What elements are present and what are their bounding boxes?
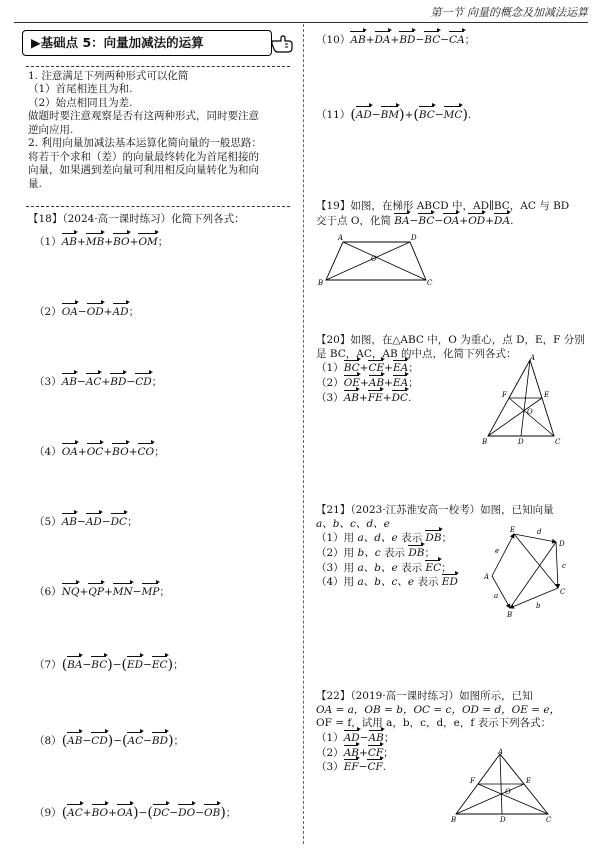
triangle-figure-22 bbox=[450, 748, 554, 824]
operator-symbol: − bbox=[440, 34, 450, 46]
item-number: （4） bbox=[34, 446, 62, 458]
vector-symbol: DC bbox=[110, 516, 128, 528]
operator-symbol: − bbox=[169, 807, 179, 819]
operator-symbol: . bbox=[510, 214, 514, 227]
item-number: （3） bbox=[316, 391, 344, 404]
vertex-label: A bbox=[498, 748, 504, 756]
trapezoid-figure bbox=[316, 234, 438, 288]
vector-symbol: FE bbox=[367, 391, 383, 404]
item-vars: a、d、e bbox=[357, 532, 398, 545]
vector-symbol: AB bbox=[67, 735, 83, 747]
vertex-label: B bbox=[482, 438, 488, 446]
operator-symbol: − bbox=[138, 807, 148, 819]
operator-symbol: − bbox=[143, 735, 152, 747]
operator-symbol: − bbox=[415, 34, 425, 46]
vertex-label: B bbox=[318, 279, 324, 287]
operator-symbol: ； bbox=[225, 807, 237, 819]
vector-expression bbox=[62, 586, 170, 598]
vector-symbol: OM bbox=[138, 236, 158, 248]
vector-symbol: AC bbox=[127, 735, 144, 747]
item-number: （2） bbox=[34, 306, 62, 318]
operator-symbol: + bbox=[485, 214, 495, 227]
vector-expression bbox=[62, 516, 138, 528]
problem-19 bbox=[316, 200, 588, 228]
p18-item bbox=[34, 732, 184, 751]
problem-21-line: 【21】（2023·江苏淮安高一校考）如图，已知向量 bbox=[316, 504, 554, 516]
item-number: （1） bbox=[316, 362, 344, 375]
operator-symbol: ； bbox=[173, 735, 185, 747]
paren-symbol: ) bbox=[167, 657, 174, 673]
p18-item bbox=[34, 234, 168, 249]
vector-symbol: AD bbox=[112, 306, 129, 318]
vector-symbol: CD bbox=[135, 376, 152, 388]
operator-symbol: − bbox=[77, 516, 86, 528]
operator-symbol: ； bbox=[151, 376, 163, 388]
divider-dashed bbox=[26, 206, 290, 207]
vertex-label: A bbox=[338, 234, 344, 242]
vector-symbol: NQ bbox=[61, 586, 80, 598]
p18-item bbox=[34, 374, 162, 389]
vector-symbol: BA bbox=[67, 659, 83, 671]
vector-symbol: MB bbox=[85, 236, 105, 248]
paren-symbol: ) bbox=[107, 733, 114, 749]
vector-symbol: AC bbox=[67, 807, 83, 819]
vector-symbol: AB bbox=[61, 376, 77, 388]
item-text: （2）用 bbox=[316, 546, 358, 559]
vertex-label: C bbox=[546, 816, 552, 824]
p18-item bbox=[34, 304, 139, 319]
vertex-label: E bbox=[544, 391, 550, 399]
vector-symbol: CO bbox=[137, 446, 155, 458]
item-number: （7） bbox=[34, 659, 62, 671]
vector-symbol: BA bbox=[394, 214, 410, 227]
p18-item bbox=[34, 656, 184, 675]
vertex-label: E bbox=[526, 777, 532, 785]
item-text: （4）用 bbox=[316, 576, 358, 589]
vector-symbol: BM bbox=[380, 109, 400, 121]
item-text: 表示 bbox=[414, 576, 442, 589]
vector-expression bbox=[344, 761, 386, 773]
vector-expression bbox=[350, 34, 475, 46]
item-end: ； bbox=[441, 532, 453, 545]
vertex-label: F bbox=[502, 391, 507, 399]
operator-symbol: + bbox=[384, 362, 393, 375]
paren-symbol: ) bbox=[462, 107, 468, 123]
vertex-label: D bbox=[500, 816, 506, 824]
vector-symbol: OE bbox=[343, 376, 360, 389]
vertex-label: O bbox=[527, 408, 533, 416]
vector-symbol: BO bbox=[91, 807, 109, 819]
item-text: 表示 bbox=[397, 561, 426, 574]
item-number: （1） bbox=[316, 731, 344, 744]
paren-symbol: ( bbox=[61, 733, 68, 749]
operator-symbol: + bbox=[103, 586, 113, 598]
vertex-label: C bbox=[555, 438, 561, 446]
vector-symbol: BD bbox=[110, 376, 127, 388]
p18-item bbox=[34, 514, 138, 529]
section-title: ▶基础点 5：向量加减法的运算 bbox=[31, 35, 204, 50]
diagonal-bd bbox=[326, 242, 410, 280]
item-end: ； bbox=[441, 561, 452, 574]
column-separator bbox=[303, 24, 304, 844]
vector-symbol: AD bbox=[85, 516, 102, 528]
paren-symbol: ( bbox=[122, 733, 128, 749]
vector-symbol: AB bbox=[61, 236, 77, 248]
item-vars: a、b、c、e bbox=[357, 576, 415, 589]
operator-symbol: + bbox=[82, 807, 92, 819]
vector-expression bbox=[344, 392, 412, 404]
operator-symbol: ； bbox=[383, 731, 395, 744]
paren-symbol: ) bbox=[399, 107, 405, 123]
vector-expression bbox=[62, 376, 162, 388]
item-vars: b、c bbox=[357, 546, 381, 559]
vector-symbol: CF bbox=[367, 761, 383, 774]
operator-symbol: + bbox=[359, 391, 368, 404]
operator-symbol: − bbox=[195, 807, 204, 819]
target-vector: DB bbox=[408, 546, 425, 559]
problem-19-text: 交于点 O，化简 bbox=[316, 214, 395, 227]
vector-symbol: MC bbox=[443, 109, 463, 121]
vector-symbol: DC bbox=[391, 391, 409, 404]
item-number: （11） bbox=[316, 109, 351, 121]
operator-symbol: + bbox=[390, 34, 400, 46]
paren-symbol: ( bbox=[413, 107, 419, 123]
p18-item bbox=[316, 32, 475, 47]
item-number: （3） bbox=[34, 376, 62, 388]
vertex-label: E bbox=[510, 526, 516, 534]
section-title-box bbox=[22, 30, 272, 56]
vector-symbol: EF bbox=[343, 761, 359, 774]
vector-expression bbox=[62, 735, 184, 747]
operator-symbol: + bbox=[77, 446, 87, 458]
vector-symbol: AB bbox=[368, 376, 385, 389]
vector-symbol: MN bbox=[112, 586, 133, 598]
paren-symbol: ) bbox=[220, 805, 226, 821]
vector-symbol: BC bbox=[424, 34, 441, 46]
operator-symbol: − bbox=[434, 109, 444, 121]
item-number: （5） bbox=[34, 516, 62, 528]
vector-symbol: OA bbox=[61, 306, 78, 318]
vector-symbol: DA bbox=[494, 214, 511, 227]
item-text: 表示 bbox=[380, 546, 409, 559]
operator-symbol: + bbox=[79, 586, 89, 598]
item-end: ； bbox=[424, 546, 435, 559]
operator-symbol: − bbox=[359, 731, 369, 744]
target-vector: EC bbox=[425, 561, 442, 574]
item-text: 表示 bbox=[397, 532, 426, 545]
operator-symbol: + bbox=[359, 362, 369, 375]
operator-symbol: − bbox=[143, 659, 152, 671]
vector-label: b bbox=[536, 602, 541, 610]
item-text: （1）用 bbox=[316, 532, 358, 545]
operator-symbol: + bbox=[359, 376, 369, 389]
note-line: （1）首尾相连且为和. bbox=[28, 83, 133, 96]
vector-symbol: BC bbox=[91, 659, 108, 671]
median-be bbox=[488, 398, 542, 436]
operator-symbol: . bbox=[467, 109, 472, 121]
vector-symbol: EC bbox=[151, 659, 168, 671]
item-text: （3）用 bbox=[316, 561, 358, 574]
vector-expression bbox=[62, 659, 184, 671]
problem-22-line: OF = f，试用 a，b，c，d，e，f 表示下列各式： bbox=[316, 717, 552, 730]
operator-symbol: + bbox=[77, 236, 86, 248]
vector-ae bbox=[492, 534, 514, 576]
problem-19-line bbox=[316, 214, 588, 229]
page-header-title: 第一节 向量的概念及加减法运算 bbox=[430, 6, 588, 19]
divider-dashed bbox=[26, 66, 290, 67]
problem-22-line: OA = a，OB = b，OC = c，OD = d，OE = e， bbox=[316, 703, 561, 716]
vector-symbol: EA bbox=[392, 376, 409, 389]
operator-symbol: + bbox=[103, 446, 113, 458]
paren-symbol: ) bbox=[107, 657, 113, 673]
vertex-label: F bbox=[470, 777, 475, 785]
vector-symbol: DA bbox=[374, 34, 391, 46]
vector-label: c bbox=[562, 562, 566, 570]
vector-symbol: CA bbox=[449, 34, 465, 46]
operator-symbol: ； bbox=[159, 586, 170, 598]
diagonal-ac bbox=[343, 242, 426, 280]
operator-symbol: ； bbox=[173, 659, 184, 671]
item-number: （8） bbox=[34, 735, 62, 747]
vertex-label: D bbox=[411, 234, 417, 242]
vector-symbol: DC bbox=[152, 807, 170, 819]
note-line: 将若干个求和（差）的向量最终转化为首尾相接的 bbox=[28, 150, 259, 163]
vector-expression bbox=[62, 306, 139, 318]
vertex-label: B bbox=[451, 816, 457, 824]
vertex-label: D bbox=[559, 540, 565, 548]
vector-expression bbox=[350, 109, 471, 121]
vector-symbol: CF bbox=[367, 746, 384, 759]
vector-expression bbox=[344, 732, 395, 744]
operator-symbol: ； bbox=[157, 236, 169, 248]
vector-dc bbox=[556, 542, 558, 588]
operator-symbol: ； bbox=[464, 34, 476, 46]
note-line: 逆向应用. bbox=[28, 123, 74, 136]
item-number: （2） bbox=[316, 376, 344, 389]
paren-symbol: ( bbox=[147, 805, 153, 821]
operator-symbol: − bbox=[132, 586, 142, 598]
operator-symbol: + bbox=[384, 376, 393, 389]
vector-symbol: CE bbox=[368, 362, 385, 375]
vector-symbol: MP bbox=[141, 586, 160, 598]
note-line: 2. 利用向量加减法基本运算化简向量的一般思路： bbox=[28, 137, 262, 150]
header-rule bbox=[14, 22, 588, 23]
item-number: （10） bbox=[316, 34, 351, 46]
note-line: 1. 注意满足下列两种形式可以化简 bbox=[28, 70, 189, 82]
operator-symbol: + bbox=[129, 236, 139, 248]
note-line: 量. bbox=[28, 177, 42, 190]
vector-symbol: QP bbox=[88, 586, 104, 598]
vertex-label: C bbox=[427, 279, 433, 287]
vertex-label: O bbox=[505, 788, 511, 796]
note-line: （2）始点相同且为差. bbox=[28, 96, 133, 109]
item-number: （3） bbox=[316, 761, 344, 774]
vector-symbol: AC bbox=[85, 376, 102, 388]
operator-symbol: − bbox=[358, 761, 368, 774]
p18-item bbox=[316, 106, 471, 125]
paren-symbol: ( bbox=[61, 657, 68, 673]
p18-item bbox=[34, 804, 236, 823]
operator-symbol: + bbox=[382, 391, 392, 404]
vector-symbol: AB bbox=[61, 516, 77, 528]
operator-symbol: − bbox=[112, 659, 122, 671]
vertex-label: D bbox=[518, 438, 524, 446]
vector-symbol: BO bbox=[112, 446, 129, 458]
vector-symbol: DO bbox=[178, 807, 196, 819]
vector-label: a bbox=[494, 592, 499, 600]
operator-symbol: + bbox=[404, 109, 414, 121]
vector-symbol: BO bbox=[113, 236, 130, 248]
p18-item bbox=[34, 584, 170, 599]
paren-symbol: ) bbox=[133, 805, 139, 821]
vector-ed bbox=[514, 534, 556, 542]
vertex-label: O bbox=[371, 255, 377, 263]
vector-symbol: ED bbox=[126, 659, 144, 671]
problem-21-vectors: a、b、c、d、e bbox=[316, 517, 390, 530]
p18-item bbox=[34, 444, 165, 459]
operator-symbol: − bbox=[82, 659, 92, 671]
vector-expression bbox=[62, 807, 237, 819]
operator-symbol: ； bbox=[154, 446, 165, 458]
triangle-centroid-figure bbox=[480, 354, 570, 446]
operator-symbol: + bbox=[108, 807, 117, 819]
vector-symbol: OC bbox=[86, 446, 104, 458]
median-cf bbox=[509, 398, 554, 436]
vector-symbol: CD bbox=[91, 735, 108, 747]
vector-label: d bbox=[537, 528, 542, 536]
vertex-label: A bbox=[530, 354, 536, 362]
operator-symbol: ； bbox=[127, 516, 138, 528]
vector-symbol: AB bbox=[343, 746, 359, 759]
operator-symbol: + bbox=[128, 446, 138, 458]
problem-18-intro: 【18】（2024·高一课时练习）化简下列各式： bbox=[28, 213, 245, 225]
problem-22-line: 【22】（2019·高一课时练习）如图所示，已知 bbox=[316, 690, 533, 702]
paren-symbol: ) bbox=[168, 733, 174, 749]
operator-symbol: ； bbox=[128, 306, 140, 318]
vector-symbol: BC bbox=[418, 109, 435, 121]
vector-symbol: OA bbox=[116, 807, 134, 819]
operator-symbol: + bbox=[459, 214, 469, 227]
vector-symbol: AB bbox=[343, 391, 359, 404]
item-number: （2） bbox=[316, 746, 344, 759]
vertex-label: C bbox=[560, 588, 566, 596]
paren-symbol: ( bbox=[61, 805, 68, 821]
operator-symbol: . bbox=[408, 391, 412, 404]
operator-symbol: + bbox=[103, 306, 113, 318]
operator-symbol: − bbox=[126, 376, 136, 388]
operator-symbol: − bbox=[77, 306, 87, 318]
vector-symbol: AD bbox=[343, 731, 360, 744]
vertex-label: B bbox=[507, 611, 513, 619]
operator-symbol: − bbox=[371, 109, 381, 121]
vector-expression bbox=[62, 446, 165, 458]
problem-20-line: 是 BC，AC，AB 的中点，化简下列各式： bbox=[316, 347, 517, 360]
operator-symbol: ； bbox=[408, 362, 419, 375]
operator-symbol: ； bbox=[383, 746, 394, 759]
operator-symbol: − bbox=[82, 735, 92, 747]
vector-expression bbox=[62, 236, 169, 248]
problem-19-line: 【19】如图，在梯形 ABCD 中，AD∥BC，AC 与 BD bbox=[316, 200, 570, 212]
vector-symbol: OA bbox=[443, 214, 460, 227]
pointing-hand-icon bbox=[270, 32, 294, 54]
vector-expression bbox=[344, 747, 394, 759]
vector-symbol: BD bbox=[151, 735, 169, 747]
operator-symbol: − bbox=[113, 735, 123, 747]
item-vars: a、b、e bbox=[357, 561, 398, 574]
note-line: 做题时要注意观察是否有这两种形式，同时要注意 bbox=[28, 110, 259, 123]
vector-symbol: BC bbox=[343, 362, 360, 375]
target-vector: ED bbox=[441, 576, 458, 589]
item-number: （9） bbox=[34, 807, 62, 819]
vector-symbol: AB bbox=[350, 34, 366, 46]
vector-symbol: AB bbox=[368, 731, 384, 744]
vertex-label: A bbox=[484, 573, 490, 581]
segment-ec bbox=[514, 534, 558, 588]
pentagon-vectors-figure bbox=[480, 520, 576, 620]
operator-symbol: − bbox=[77, 376, 86, 388]
operator-symbol: − bbox=[101, 516, 111, 528]
item-number: （1） bbox=[34, 236, 62, 248]
operator-symbol: + bbox=[359, 746, 368, 759]
problem-20-line: 【20】如图，在△ABC 中，O 为重心，点 D，E，F 分别 bbox=[316, 334, 585, 346]
vector-symbol: EA bbox=[392, 362, 409, 375]
vector-symbol: OB bbox=[204, 807, 221, 819]
vector-expression bbox=[394, 215, 513, 227]
operator-symbol: + bbox=[101, 376, 111, 388]
paren-symbol: ( bbox=[121, 657, 127, 673]
vector-symbol: BC bbox=[418, 214, 435, 227]
operator-symbol: ； bbox=[408, 376, 419, 389]
vector-symbol: OD bbox=[468, 214, 486, 227]
item-number: （6） bbox=[34, 586, 62, 598]
note-line: 向量，如果遇到差向量可利用相反向量转化为和向 bbox=[28, 164, 259, 177]
operator-symbol: + bbox=[365, 34, 375, 46]
target-vector: DB bbox=[425, 532, 442, 545]
operator-symbol: − bbox=[434, 214, 444, 227]
vector-symbol: OD bbox=[86, 306, 104, 318]
vector-symbol: OA bbox=[61, 446, 78, 458]
operator-symbol: + bbox=[104, 236, 114, 248]
vector-label: e bbox=[495, 547, 500, 555]
method-notes bbox=[28, 70, 296, 191]
vector-symbol: AD bbox=[355, 109, 372, 121]
operator-symbol: − bbox=[409, 214, 419, 227]
paren-symbol: ( bbox=[350, 107, 356, 123]
vector-symbol: BD bbox=[399, 34, 416, 46]
operator-symbol: . bbox=[382, 761, 387, 774]
